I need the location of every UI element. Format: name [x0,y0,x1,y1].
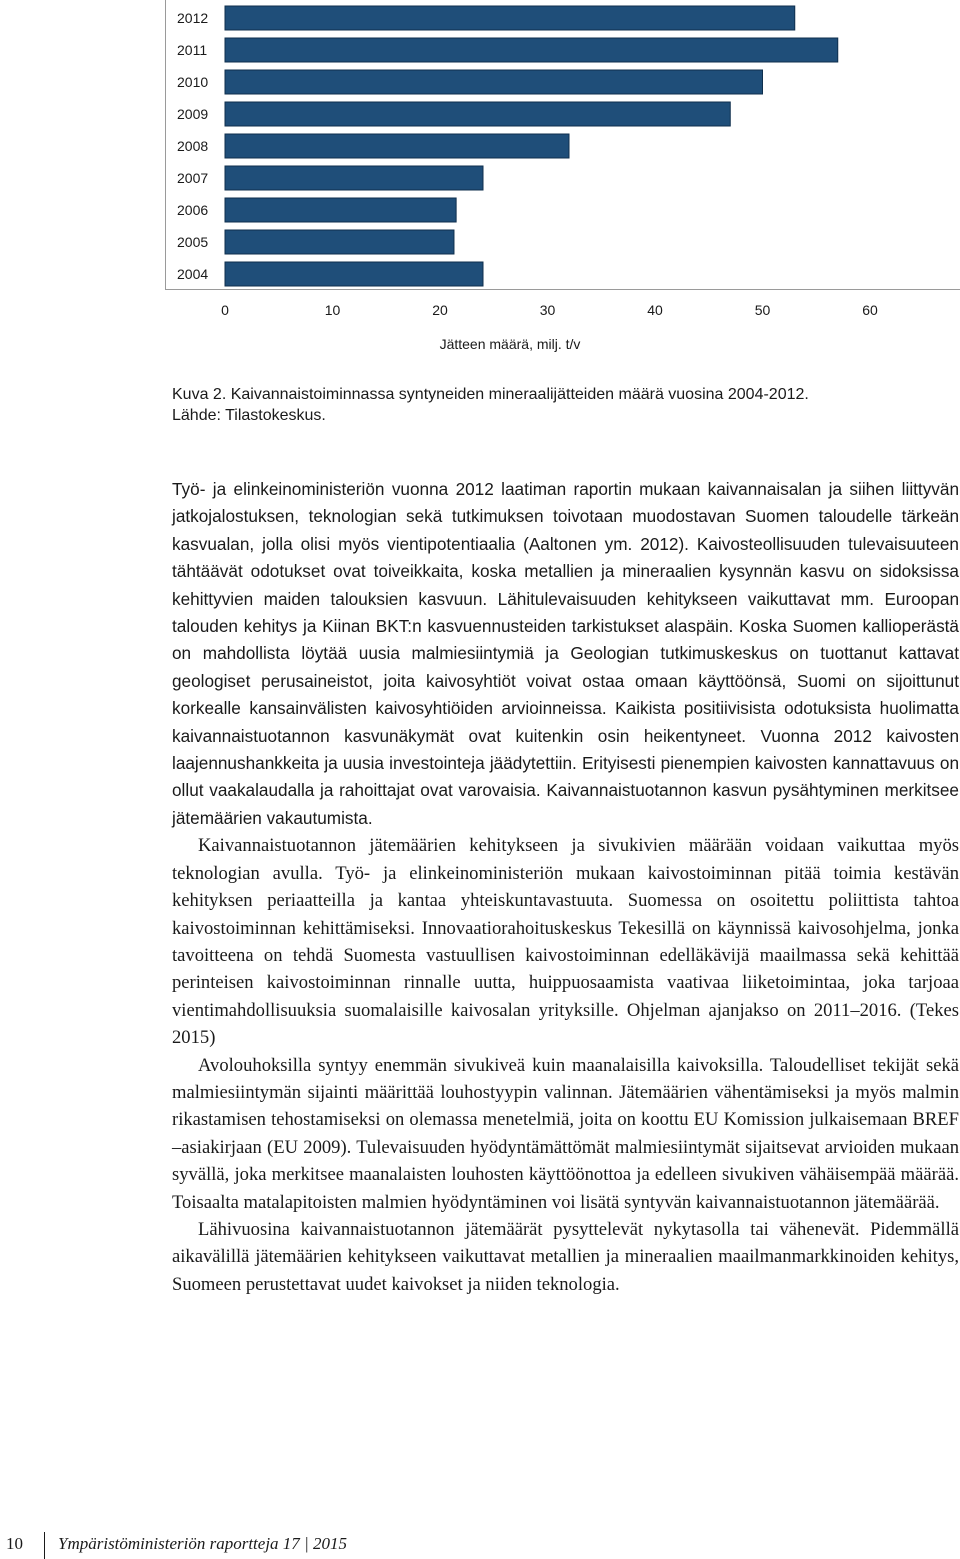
page-footer [0,1532,960,1559]
bar-2004 [225,262,483,286]
bar-2012 [225,6,795,30]
y-tick-label: 2010 [177,74,209,90]
bar-2008 [225,134,569,158]
publication-name: Ympäristöministeriön raportteja 17 [58,1534,300,1553]
footer-divider [44,1532,45,1559]
bar-2007 [225,166,483,190]
bar-2009 [225,102,730,126]
publication-title: Ympäristöministeriön raportteja 17 | 2015 [58,1534,347,1553]
paragraph-3: Avolouhoksilla syntyy enemmän sivukiveä kuin maanalaisilla kaivoksilla. Taloudelliset tekijät sekä malmiesiintymän sijainti määrittää louhostyypin valinnan. Jätemäärien vähentämiseksi ja myös malmin rikastamisen tehostamiseksi on olemassa menetelmiä, joita on koottu EU Komission julkaisemaan BREF –asiakirjaan (EU 2009). Tulevaisuuden hyödyntämättömät malmiesiintymät sijaitsevat arvioiden mukaan syvällä, joka merkitsee maanalaisten louhosten käyttöönottoa ja edelleen sivukiven vähäisempää määrää. Toisaalta matalapitoisten malmien hyödyntäminen voi lisätä syntyvän kaivannaistuotannon jätemäärää. [172,1054,959,1213]
y-tick-label: 2011 [177,42,208,58]
y-tick-label: 2009 [177,106,209,122]
y-tick-label: 2012 [177,10,209,26]
y-tick-label: 2004 [177,266,209,282]
y-tick-label: 2008 [177,138,209,154]
y-tick-label: 2006 [177,202,209,218]
x-tick-label: 40 [647,302,663,318]
page-number: 10 [6,1534,23,1553]
bar-2006 [225,198,456,222]
paragraph-4: Lähivuosina kaivannaistuotannon jätemäärät pysyttelevät nykytasolla tai vähenevät. Pidemmällä aikavälillä jätemäärien kehitykseen vaikuttavat metallien ja mineraalien maailmanmarkkinoiden kehitys, Suomeen perustettavat uudet kaivokset ja niiden teknologia. [172,1218,959,1295]
publication-year: 2015 [313,1534,347,1553]
x-tick-label: 60 [862,302,878,318]
caption-line-2: Lähde: Tilastokeskus. [172,407,326,424]
x-axis-title: Jätteen määrä, milj. t/v [439,336,581,352]
x-tick-label: 10 [324,302,341,318]
y-tick-label: 2007 [177,170,209,186]
caption-line-1: Kuva 2. Kaivannaistoiminnassa syntyneiden mineraalijätteiden määrä vuosina 2004-2012. [172,386,809,403]
bar-chart [0,0,960,330]
paragraph-2: Kaivannaistuotannon jätemäärien kehitykseen ja sivukivien määrään voidaan vaikuttaa myös teknologian avulla. Työ- ja elinkeinoministeriön mukaan kaivostoiminnan pitää toimia kestävän kehityksen periaatteilla ja kantaa yhteiskuntavastuuta. Suomessa on osoitettu poliittista tahtoa kaivostoiminnan kehittämiseksi. Innovaatiorahoituskeskus Tekesillä on käynnissä kaivosohjelma, jonka tavoitteena on tehdä Suomesta vastuullisen kaivostoiminnan edelläkävijä maailmassa sekä kehittää perinteisen kaivostoiminnan rinnalle uutta, huippuosaamista vaativaa liiketoimintaa, joka tarjoaa vientimahdollisuuksia suomalaisille kaivosalan yrityksille. Ohjelman ajanjakso on 2011–2016. (Tekes 2015) [172,835,959,1049]
bar-2005 [225,230,454,254]
x-tick-label: 0 [221,302,229,318]
figure-caption [172,384,952,426]
paragraph-1: Työ- ja elinkeinoministeriön vuonna 2012 laatiman raportin mukaan kaivannaisalan ja siihen liittyvän jatkojalostuksen, teknologian sekä tutkimuksen toivotaan muodostavan Suomen taloudelle tärkeän kasvualan, jolla olisi myös vientipotentiaalia (Aaltonen ym. 2012). Kaivosteollisuuden tulevaisuuteen tähtäävät odotukset ovat toiveikkaita, koska metallien ja mineraalien kysynnän kasvu on sidoksissa kehittyvien maiden talouksien kasvuun. Lähitulevaisuuden kehitykseen vaikuttavat mm. Euroopan talouden kehitys ja Kiinan BKT:n kasvuennusteiden tarkistukset alaspäin. Koska Suomen kallioperästä on mahdollista löytää uusia malmiesiintymiä ja Geologian tutkimuskeskus on tuottanut kattavat geologiset perusaineistot, joita kaivosyhtiöt voivat ostaa omaan käyttöönsä, Suomi on sijoittunut korkealle kansainvälisten kaivosyhtiöiden arvioinneissa. Kaikista positiivisista odotuksista huolimatta kaivannaistuotannon kasvunäkymät ovat kuitenkin osin heikentyneet. Vuonna 2012 kaivosten laajennushankkeita ja uusia investointeja jäädytettiin. Erityisesti pienempien kaivosten kannattavuus on ollut vaakalaudalla ja rahoittajat ovat varovaisia. Kaivannaistuotannon kasvun pysähtyminen merkitsee jätemäärien vakautumista. [172,479,959,828]
x-tick-label: 50 [754,302,771,318]
y-tick-label: 2005 [177,234,209,250]
body-text [172,476,959,1298]
bar-2010 [225,70,763,94]
bar-2011 [225,38,838,62]
x-tick-label: 20 [432,302,448,318]
x-tick-label: 30 [539,302,556,318]
